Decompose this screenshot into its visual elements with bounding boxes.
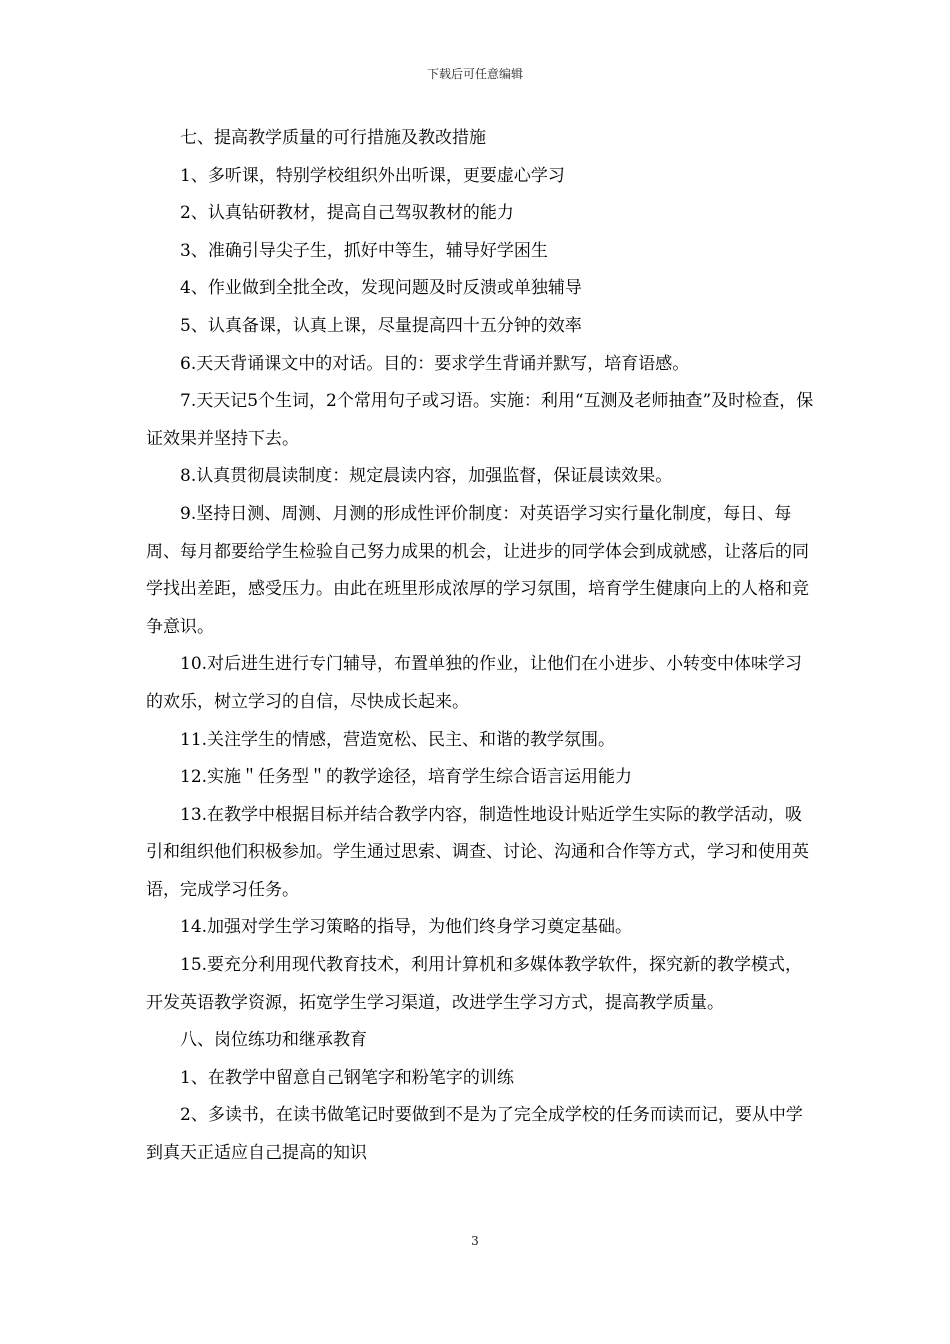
paragraph: 10.对后进生进行专门辅导，布置单独的作业，让他们在小进步、小转变中体味学习的欢乐，树立学习的自信，尽快成长起来。 [146,654,803,712]
section-heading: 七、提高教学质量的可行措施及教改措施 [180,128,486,148]
page-number: 3 [471,1234,479,1248]
paragraph: 15.要充分利用现代教育技术，利用计算机和多媒体教学软件，探究新的教学模式，开发英语教学资源，拓宽学生学习渠道，改进学生学习方式，提高教学质量。 [146,955,803,1013]
paragraph: 4、作业做到全批全改，发现问题及时反溃或单独辅导 [180,278,582,299]
paragraph: 3、准确引导尖子生，抓好中等生，辅导好学困生 [180,240,548,261]
paragraph: 9.坚持日测、周测、月测的形成性评价制度：对英语学习实行量化制度，每日、每周、每月都要给学生检验自己努力成果的机会，让进步的同学体会到成就感，让落后的同学找出差距，感受压力。由此在班里形成浓厚的学习氛围，培育学生健康向上的人格和竞争意识。 [146,503,809,637]
paragraph: 11.关注学生的情感，营造宽松、民主、和谐的教学氛围。 [180,729,616,750]
paragraph: 14.加强对学生学习策略的指导，为他们终身学习奠定基础。 [180,917,633,938]
paragraph: 8.认真贯彻晨读制度：规定晨读内容，加强监督，保证晨读效果。 [180,466,673,487]
paragraph: 13.在教学中根据目标并结合教学内容，制造性地设计贴近学生实际的教学活动，吸引和组织他们积极参加。学生通过思索、调查、讨论、沟通和合作等方式，学习和使用英语，完成学习任务。 [146,804,809,900]
paragraph: 2、多读书，在读书做笔记时要做到不是为了完全成学校的任务而读而记，要从中学到真天正适应自己提高的知识 [146,1105,803,1164]
paragraph: 1、在教学中留意自己钢笔字和粉笔字的训练 [180,1067,514,1088]
document-body [146,120,818,1173]
paragraph: 7.天天记5个生词，2个常用句子或习语。实施：利用“互测及老师抽查”及时检查，保证效果并坚持下去。 [146,391,814,449]
paragraph: 12.实施＂任务型＂的教学途径，培育学生综合语言运用能力 [180,767,633,788]
paragraph: 1、多听课，特别学校组织外出听课，更要虚心学习 [180,165,565,186]
paragraph: 2、认真钻研教材，提高自己驾驭教材的能力 [180,203,514,224]
section-heading: 八、岗位练功和继承教育 [180,1030,367,1051]
paragraph: 6.天天背诵课文中的对话。目的：要求学生背诵并默写，培育语感。 [180,353,690,374]
page-header: 下载后可任意编辑 [426,67,523,81]
paragraph: 5、认真备课，认真上课，尽量提高四十五分钟的效率 [180,315,582,336]
